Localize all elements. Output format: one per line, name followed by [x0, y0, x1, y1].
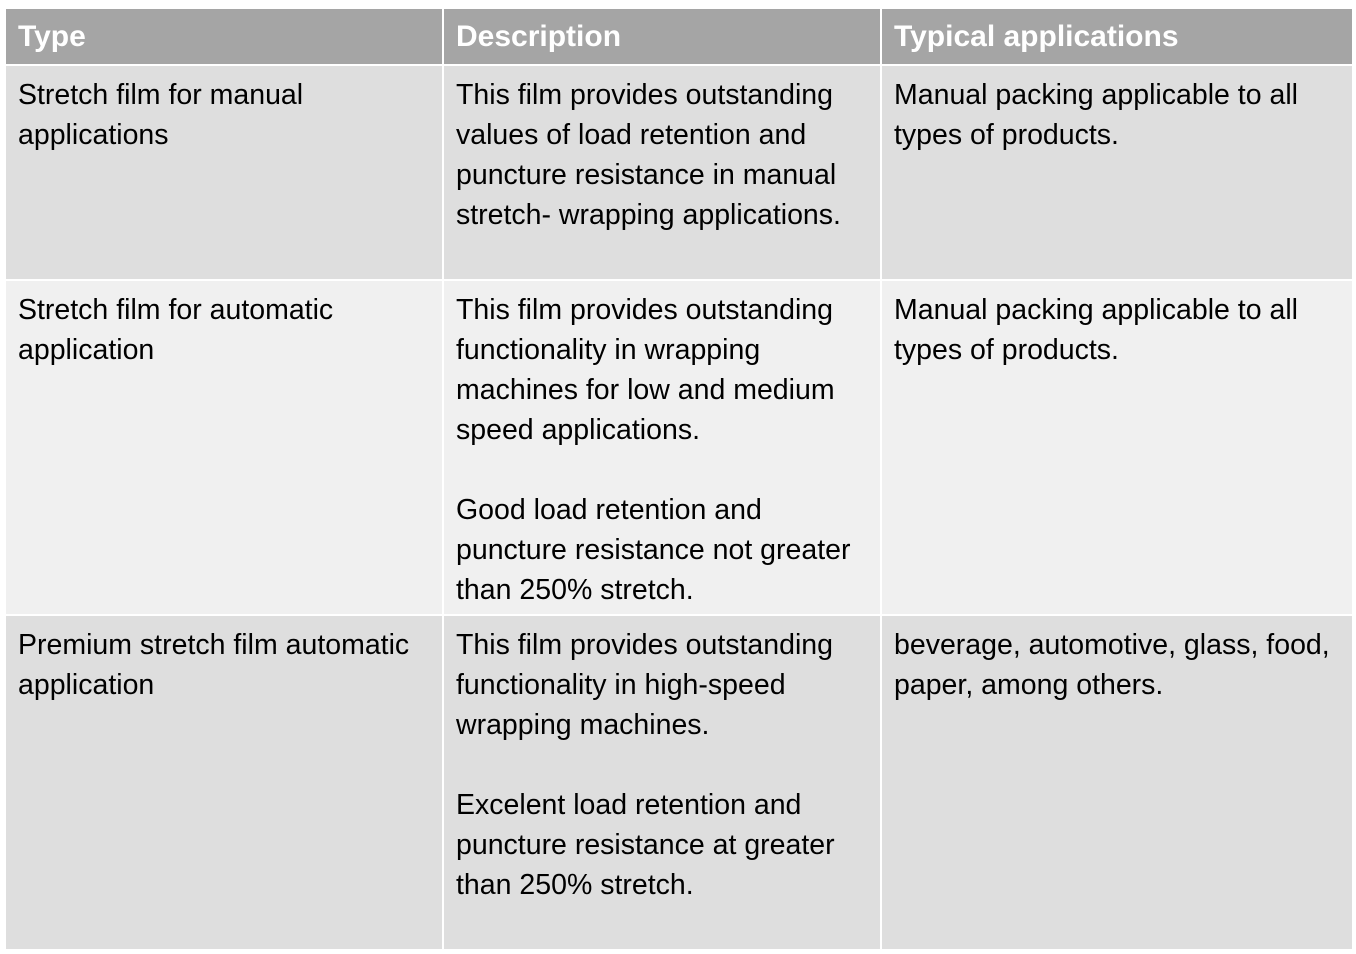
description-paragraph: Good load retention and puncture resistance not greater than 250% stretch. [456, 494, 851, 606]
table-header-row [5, 8, 1353, 65]
description-paragraph: This film provides outstanding functionality in high-speed wrapping machines. [456, 629, 834, 741]
film-types-table-container [4, 7, 1352, 951]
film-types-table [4, 7, 1354, 951]
table-row [5, 280, 1353, 615]
cell-type: Premium stretch film automatic application [5, 615, 443, 950]
cell-description [443, 280, 881, 615]
cell-applications: Manual packing applicable to all types of products. [881, 280, 1353, 615]
description-paragraph: This film provides outstanding functionality in wrapping machines for low and medium speed applications. [456, 294, 835, 446]
description-paragraph: This film provides outstanding values of load retention and puncture resistance in manual stretch- wrapping applications. [456, 79, 841, 231]
cell-type: Stretch film for manual applications [5, 65, 443, 280]
cell-applications: beverage, automotive, glass, food, paper, among others. [881, 615, 1353, 950]
header-description: Description [443, 8, 881, 65]
header-typical-applications: Typical applications [881, 8, 1353, 65]
cell-description [443, 65, 881, 280]
cell-description [443, 615, 881, 950]
header-type: Type [5, 8, 443, 65]
cell-type: Stretch film for automatic application [5, 280, 443, 615]
description-paragraph: Excelent load retention and puncture resistance at greater than 250% stretch. [456, 789, 835, 901]
table-row [5, 615, 1353, 950]
cell-applications: Manual packing applicable to all types of products. [881, 65, 1353, 280]
table-row [5, 65, 1353, 280]
